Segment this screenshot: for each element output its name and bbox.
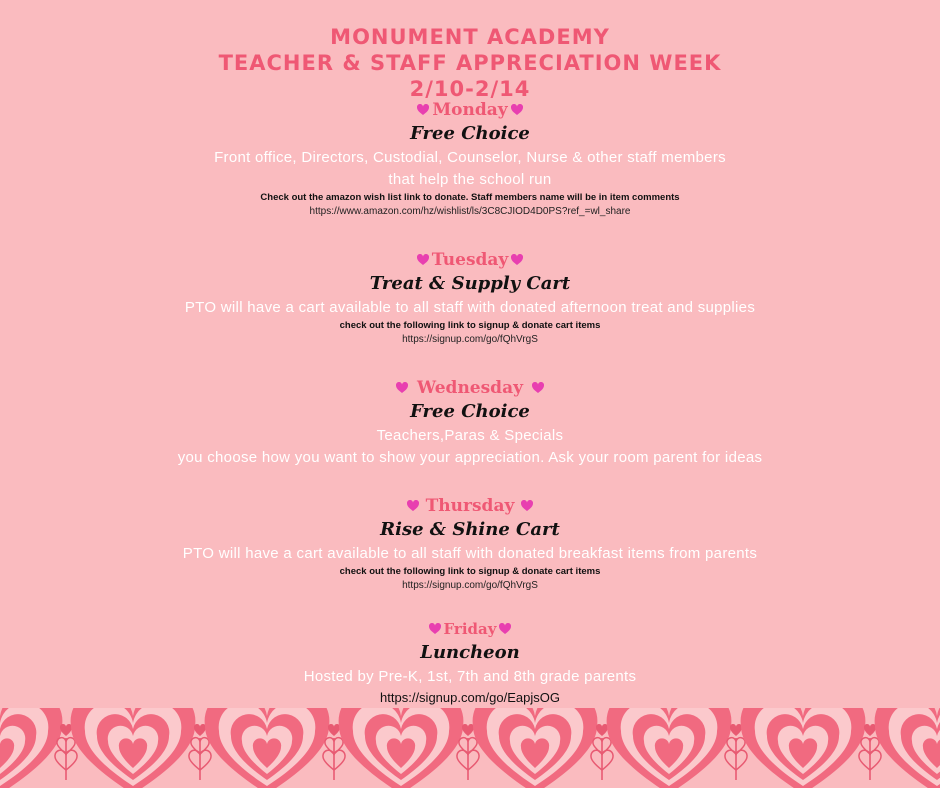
day-theme: Free Choice — [410, 401, 530, 422]
signup-note: check out the following link to signup & donate cart items — [339, 566, 601, 577]
day-description: PTO will have a cart available to all staff with donated afternoon treat and supplies — [184, 299, 756, 316]
heart-icon — [511, 104, 523, 116]
day-description: Teachers,Paras & Specials — [376, 427, 564, 444]
school-name: MONUMENT ACADEMY — [330, 25, 610, 49]
heart-icon — [407, 500, 419, 512]
day-theme: Treat & Supply Cart — [369, 273, 571, 294]
signup-note: check out the following link to signup & donate cart items — [339, 320, 601, 331]
day-label: Friday — [443, 620, 497, 638]
heart-icon — [499, 623, 511, 635]
day-name-row — [0, 618, 940, 640]
day-theme: Free Choice — [410, 123, 530, 144]
heart-icon — [417, 254, 429, 266]
day-description-cont: you choose how you want to show your appreciation. Ask your room parent for ideas — [177, 449, 763, 466]
day-label: Tuesday — [431, 250, 509, 270]
heart-icon — [396, 382, 408, 394]
day-name-row — [0, 249, 940, 271]
heart-icon — [511, 254, 523, 266]
wishlist-link[interactable]: https://www.amazon.com/hz/wishlist/ls/3C8CJIOD4D0PS?ref_=wl_share — [309, 206, 631, 217]
day-theme: Luncheon — [420, 642, 520, 663]
day-label: Thursday — [425, 496, 515, 516]
day-tuesday — [0, 249, 940, 346]
heart-icon — [532, 382, 544, 394]
day-description: Hosted by Pre-K, 1st, 7th and 8th grade parents — [303, 668, 637, 685]
day-description: Front office, Directors, Custodial, Counselor, Nurse & other staff members — [214, 149, 726, 166]
day-friday — [0, 618, 940, 708]
heart-icon — [417, 104, 429, 116]
heart-icon — [429, 623, 441, 635]
day-wednesday — [0, 377, 940, 469]
event-title: TEACHER & STAFF APPRECIATION WEEK — [218, 51, 722, 75]
day-name-row — [0, 99, 940, 121]
heart-icon — [521, 500, 533, 512]
day-thursday — [0, 495, 940, 592]
day-label: Monday — [432, 100, 508, 120]
donation-note: Check out the amazon wish list link to donate. Staff members name will be in item comments — [260, 192, 680, 203]
flyer-header — [0, 24, 940, 102]
day-description: PTO will have a cart available to all staff with donated breakfast items from parents — [182, 545, 758, 562]
day-name-row — [0, 377, 940, 399]
signup-link[interactable]: https://signup.com/go/EapjsOG — [380, 690, 560, 705]
day-theme: Rise & Shine Cart — [380, 519, 560, 540]
day-name-row — [0, 495, 940, 517]
signup-link[interactable]: https://signup.com/go/fQhVrgS — [402, 580, 538, 591]
event-dates: 2/10-2/14 — [409, 77, 531, 101]
day-description-cont: that help the school run — [388, 171, 552, 188]
signup-link[interactable]: https://signup.com/go/fQhVrgS — [402, 334, 538, 345]
heart-border — [0, 708, 940, 788]
day-monday — [0, 99, 940, 218]
day-label: Wednesday — [417, 378, 523, 398]
